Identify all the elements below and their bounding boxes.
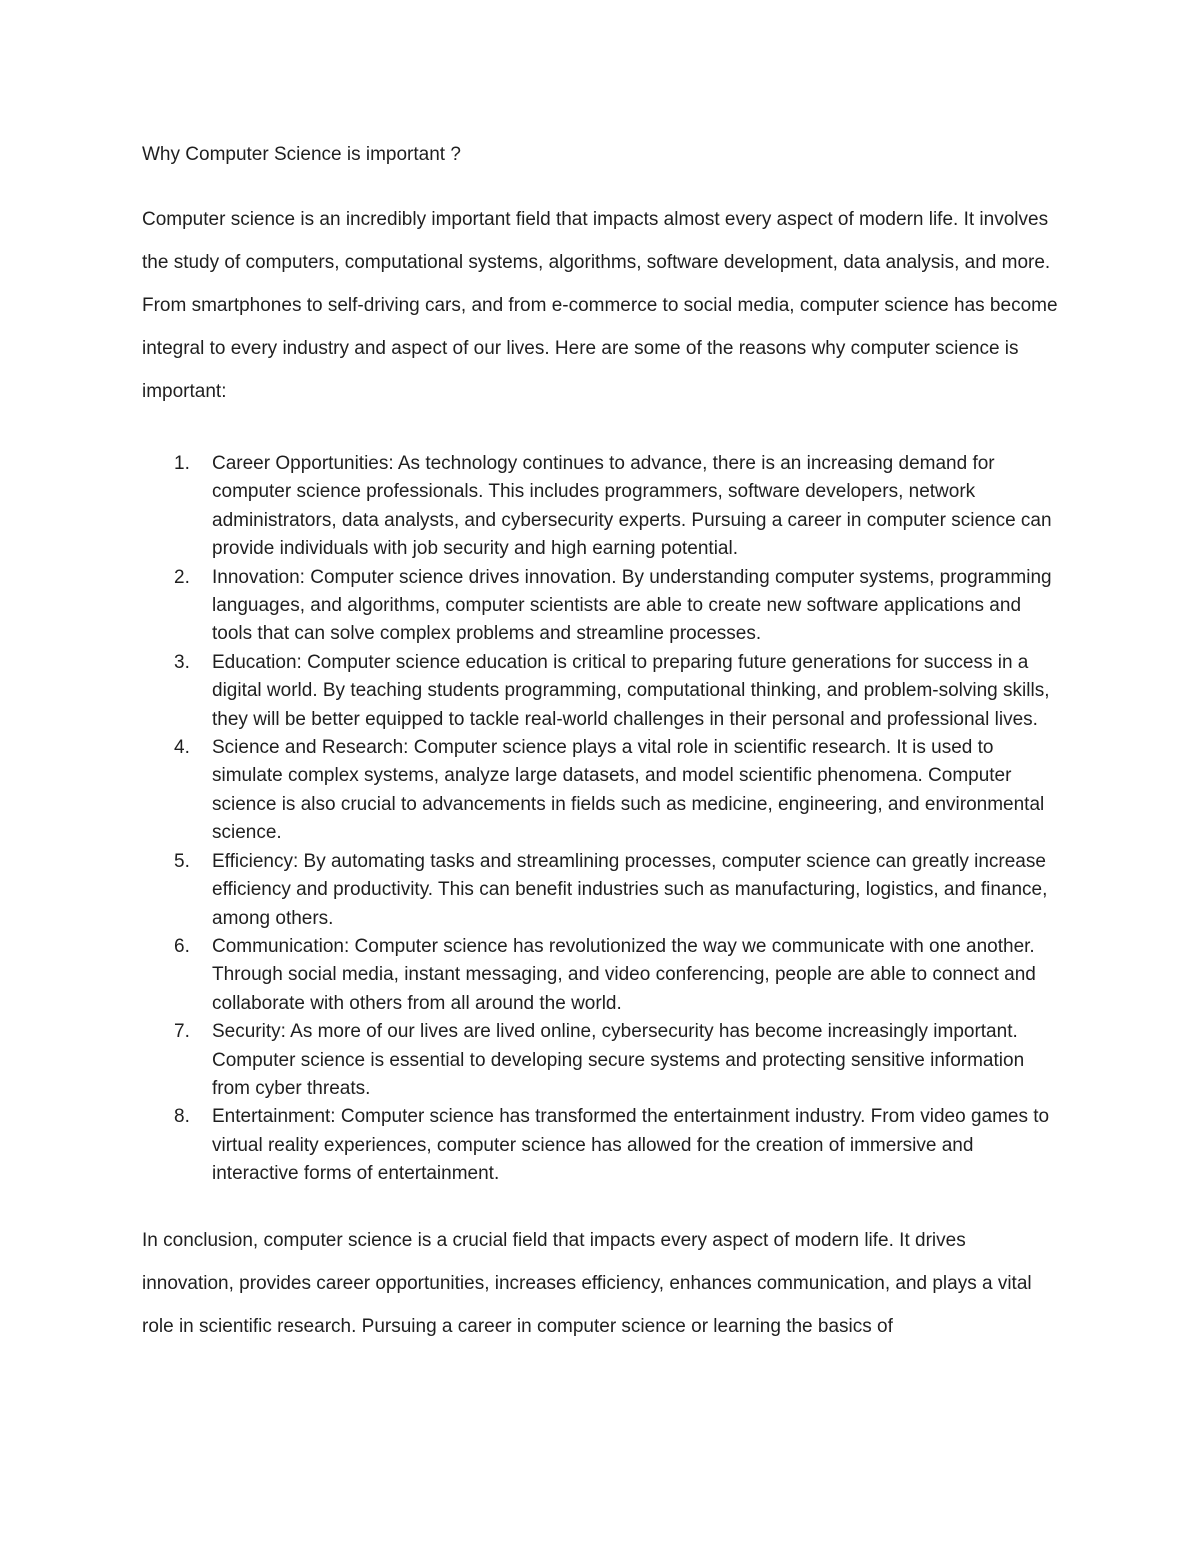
document-title: Why Computer Science is important ?: [142, 144, 461, 165]
reason-text: Communication: Computer science has revolutionized the way we communicate with one another. Through social media, instant messaging, and video conferencing, people are able to connect and collaborate with others from all around the world.: [212, 935, 1036, 1014]
reason-number: 2.: [174, 566, 190, 588]
reason-number: 6.: [174, 935, 190, 957]
reason-number: 3.: [174, 651, 190, 673]
reason-text: Science and Research: Computer science plays a vital role in scientific research. It is used to simulate complex systems, analyze large datasets, and model scientific phenomena. Computer science is also crucial to advancements in fields such as medicine, engineering, and environmental science.: [212, 737, 1045, 844]
reason-item-efficiency: [142, 848, 1062, 933]
reason-number: 7.: [174, 1021, 190, 1043]
reasons-list: [142, 450, 1062, 1189]
reason-number: 1.: [174, 453, 190, 474]
reason-item-science-and-research: [142, 734, 1062, 848]
reason-number: 4.: [174, 737, 190, 759]
reason-text: Security: As more of our lives are lived online, cybersecurity has become increasingly important. Computer science is essential to developing secure systems and protecting sensitive information from cyber threats.: [212, 1021, 1025, 1099]
reason-item-innovation: [142, 564, 1062, 649]
reason-text: Career Opportunities: As technology continues to advance, there is an increasing demand for computer science professionals. This includes programmers, software developers, network administrators, data analysts, and cybersecurity experts. Pursuing a career in computer science can provide individuals with job security and high earning potential.: [212, 453, 1052, 560]
reason-item-security: [142, 1018, 1062, 1103]
reason-text: Innovation: Computer science drives innovation. By understanding computer systems, programming languages, and algorithms, computer scientists are able to create new software applications and tools that can solve complex problems and streamline processes.: [212, 566, 1052, 645]
document-content: [142, 140, 1062, 1348]
reason-number: 8.: [174, 1106, 190, 1128]
reason-item-career-opportunities: [142, 450, 1062, 564]
reason-text: Entertainment: Computer science has transformed the entertainment industry. From video games to virtual reality experiences, computer science has allowed for the creation of immersive and interactive forms of entertainment.: [212, 1106, 1050, 1185]
reason-item-communication: [142, 933, 1062, 1018]
reason-number: 5.: [174, 850, 190, 872]
reason-text: Efficiency: By automating tasks and streamlining processes, computer science can greatly increase efficiency and productivity. This can benefit industries such as manufacturing, logistics, and finance, among others.: [212, 850, 1048, 929]
reason-text: Education: Computer science education is critical to preparing future generations for success in a digital world. By teaching students programming, computational thinking, and problem-solving skills, they will be better equipped to tackle real-world challenges in their personal and professional lives.: [212, 651, 1050, 730]
reason-item-education: [142, 649, 1062, 734]
intro-paragraph: Computer science is an incredibly important field that impacts almost every aspect of modern life. It involves the study of computers, computational systems, algorithms, software development, data analysis, and more. From smartphones to self-driving cars, and from e-commerce to social media, computer science has become integral to every industry and aspect of our lives. Here are some of the reasons why computer science is important:: [142, 209, 1058, 402]
reason-item-entertainment: [142, 1103, 1062, 1188]
conclusion-paragraph: In conclusion, computer science is a crucial field that impacts every aspect of modern life. It drives innovation, provides career opportunities, increases efficiency, enhances communication, and plays a vital role in scientific research. Pursuing a career in computer science or learning the basics of: [142, 1229, 1032, 1337]
